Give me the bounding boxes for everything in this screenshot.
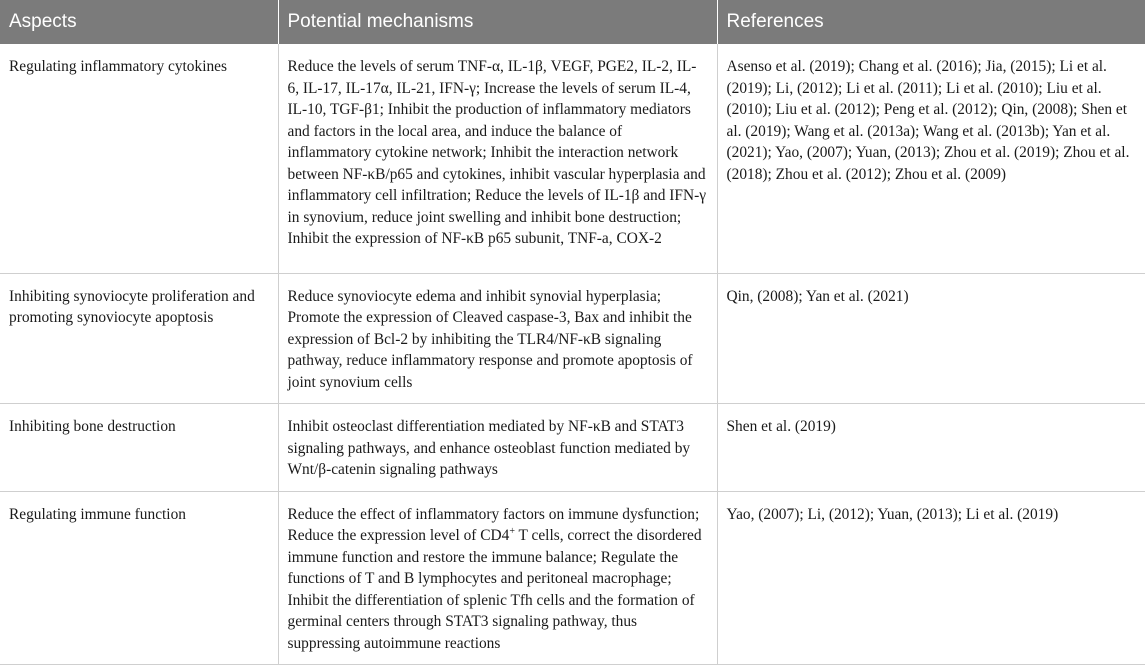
aspect-cell: Regulating inflammatory cytokines — [0, 44, 278, 273]
superscript-plus: + — [509, 525, 515, 537]
mechanism-cell: Reduce synoviocyte edema and inhibit synovial hyperplasia; Promote the expression of Cleaved caspase-3, Bax and inhibit the expression of Bcl-2 by inhibiting the TLR4/NF-κB signaling pathway, reduce inflammatory response and promote apoptosis of joint synovium cells — [278, 273, 717, 404]
mechanism-text: Reduce the effect of inflammatory factors on immune dysfunction; Reduce the expression level of CD4 — [287, 505, 700, 544]
table-row — [0, 273, 1145, 404]
references-cell: Qin, (2008); Yan et al. (2021) — [717, 273, 1145, 404]
table-row — [0, 44, 1145, 273]
mechanism-cell — [278, 491, 717, 665]
header-aspects: Aspects — [0, 0, 278, 44]
aspect-cell: Regulating immune function — [0, 491, 278, 665]
references-cell: Asenso et al. (2019); Chang et al. (2016); Jia, (2015); Li et al. (2019); Li, (2012); Li et al. (2011); Li et al. (2010); Liu et al. (2010); Liu et al. (2012); Peng et al. (2012); Qin, (2008); Shen et al. (2019); Wang et al. (2013a); Wang et al. (2013b); Yan et al. (2021); Yao, (2007); Yuan, (2013); Zhou et al. (2019); Zhou et al. (2018); Zhou et al. (2012); Zhou et al. (2009) — [717, 44, 1145, 273]
references-cell: Yao, (2007); Li, (2012); Yuan, (2013); Li et al. (2019) — [717, 491, 1145, 665]
header-row — [0, 0, 1145, 44]
table-row — [0, 491, 1145, 665]
references-cell: Shen et al. (2019) — [717, 404, 1145, 492]
mechanism-text: T cells, correct the disordered immune function and restore the immune balance; Regulate the functions of T and B lymphocytes and peritoneal macrophage; Inhibit the differentiation of splenic Tfh cells and the formation of germinal centers through STAT3 signaling pathway, thus suppressing autoimmune reactions — [287, 527, 702, 652]
table-row — [0, 404, 1145, 492]
aspect-cell: Inhibiting synoviocyte proliferation and promoting synoviocyte apoptosis — [0, 273, 278, 404]
header-references: References — [717, 0, 1145, 44]
mechanism-cell: Reduce the levels of serum TNF-α, IL-1β, VEGF, PGE2, IL-2, IL-6, IL-17, IL-17α, IL-21, IFN-γ; Increase the levels of serum IL-4, IL-10, TGF-β1; Inhibit the production of inflammatory mediators and factors in the local area, and induce the balance of inflammatory cytokine network; Inhibit the interaction network between NF-κB/p65 and cytokines, inhibit vascular hyperplasia and inflammatory cell infiltration; Reduce the levels of IL-1β and IFN-γ in synovium, reduce joint swelling and inhibit bone destruction; Inhibit the expression of NF-κB p65 subunit, TNF-a, COX-2 — [278, 44, 717, 273]
mechanism-cell: Inhibit osteoclast differentiation mediated by NF-κB and STAT3 signaling pathways, and enhance osteoblast function mediated by Wnt/β-catenin signaling pathways — [278, 404, 717, 492]
header-mechanisms: Potential mechanisms — [278, 0, 717, 44]
aspect-cell: Inhibiting bone destruction — [0, 404, 278, 492]
